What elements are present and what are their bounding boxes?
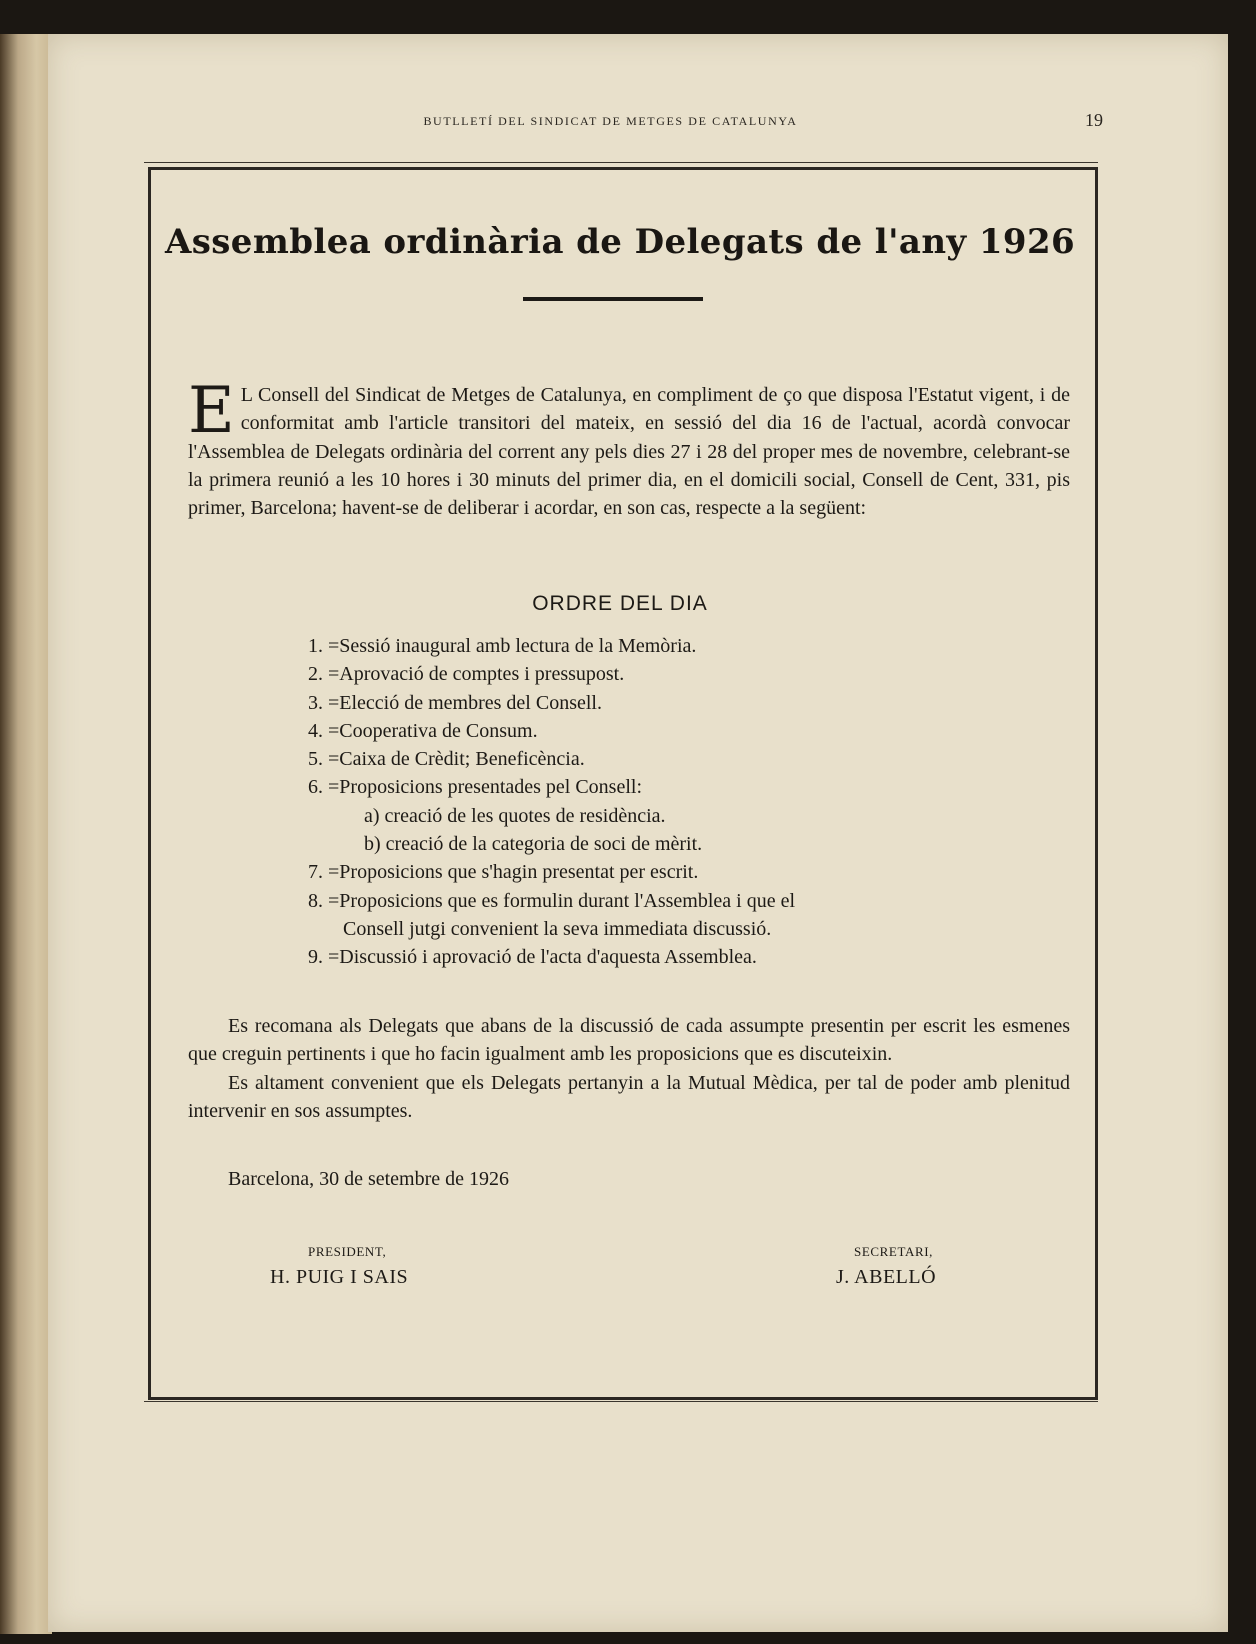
agenda-item: 5. =Caixa de Crèdit; Beneficència. <box>308 748 585 771</box>
secretary-name: J. ABELLÓ <box>836 1266 937 1288</box>
agenda-item: 8. =Proposicions que es formulin durant l'Assemblea i que el <box>308 889 796 912</box>
agenda-item-continuation: Consell jutgi convenient la seva immediata discussió. <box>343 917 772 940</box>
document-page <box>48 34 1228 1632</box>
agenda-item: 7. =Proposicions que s'hagin presentat per escrit. <box>308 861 699 884</box>
agenda-heading: ORDRE DEL DIA <box>532 592 708 615</box>
book-spine <box>0 34 52 1634</box>
agenda-item: 6. =Proposicions presentades pel Consell: <box>308 776 643 799</box>
agenda-subitem: a) creació de les quotes de residència. <box>364 804 666 827</box>
title-rule <box>523 297 703 301</box>
intro-text: L Consell del Sindicat de Metges de Catalunya, en compliment de ço que disposa l'Estatut vigent, i de conformitat amb l'article transitori del mateix, en sessió del dia 16 de l'actual, acordà convocar l'Assemblea de Delegats ordinària del corrent any pels dies 27 i 28 del proper mes de novembre, celebrant-se la primera reunió a les 10 hores i 30 minuts del primer dia, en el domicili social, Consell de Cent, 331, pis primer, Barcelona; havent-se de deliberar i acordar, en son cas, respecte a la següent: <box>188 384 1070 520</box>
agenda-list <box>308 632 1008 972</box>
frame-top-rule <box>144 162 1098 163</box>
article-title: Assemblea ordinària de Delegats de l'any 1926 <box>164 222 1076 262</box>
agenda-subitem: b) creació de la categoria de soci de mèrit. <box>364 833 703 856</box>
drop-cap: E <box>188 374 235 448</box>
place-date: Barcelona, 30 de setembre de 1926 <box>228 1168 510 1190</box>
agenda-item: 2. =Aprovació de comptes i pressupost. <box>308 663 625 686</box>
frame-bottom-rule <box>144 1401 1098 1402</box>
running-head: BUTLLETÍ DEL SINDICAT DE METGES DE CATALUNYA <box>423 114 798 128</box>
agenda-item: 9. =Discussió i aprovació de l'acta d'aquesta Assemblea. <box>308 946 757 969</box>
agenda-item: 3. =Elecció de membres del Consell. <box>308 691 602 714</box>
secretary-role: SECRETARI, <box>854 1244 933 1259</box>
intro-paragraph <box>188 374 1070 522</box>
page-number: 19 <box>1085 110 1103 130</box>
president-name: H. PUIG I SAIS <box>270 1266 409 1288</box>
closing-paragraphs <box>188 1012 1070 1125</box>
closing-paragraph: Es altament convenient que els Delegats pertanyin a la Mutual Mèdica, per tal de poder amb plenitud intervenir en sos assumptes. <box>188 1071 1070 1122</box>
agenda-item: 4. =Cooperativa de Consum. <box>308 719 538 742</box>
agenda-item: 1. =Sessió inaugural amb lectura de la Memòria. <box>308 635 697 657</box>
closing-paragraph: Es recomana als Delegats que abans de la discussió de cada assumpte presentin per escrit les esmenes que creguin pertinents i que ho facin igualment amb les proposicions que es discuteixin. <box>188 1015 1070 1066</box>
president-role: PRESIDENT, <box>308 1244 387 1259</box>
